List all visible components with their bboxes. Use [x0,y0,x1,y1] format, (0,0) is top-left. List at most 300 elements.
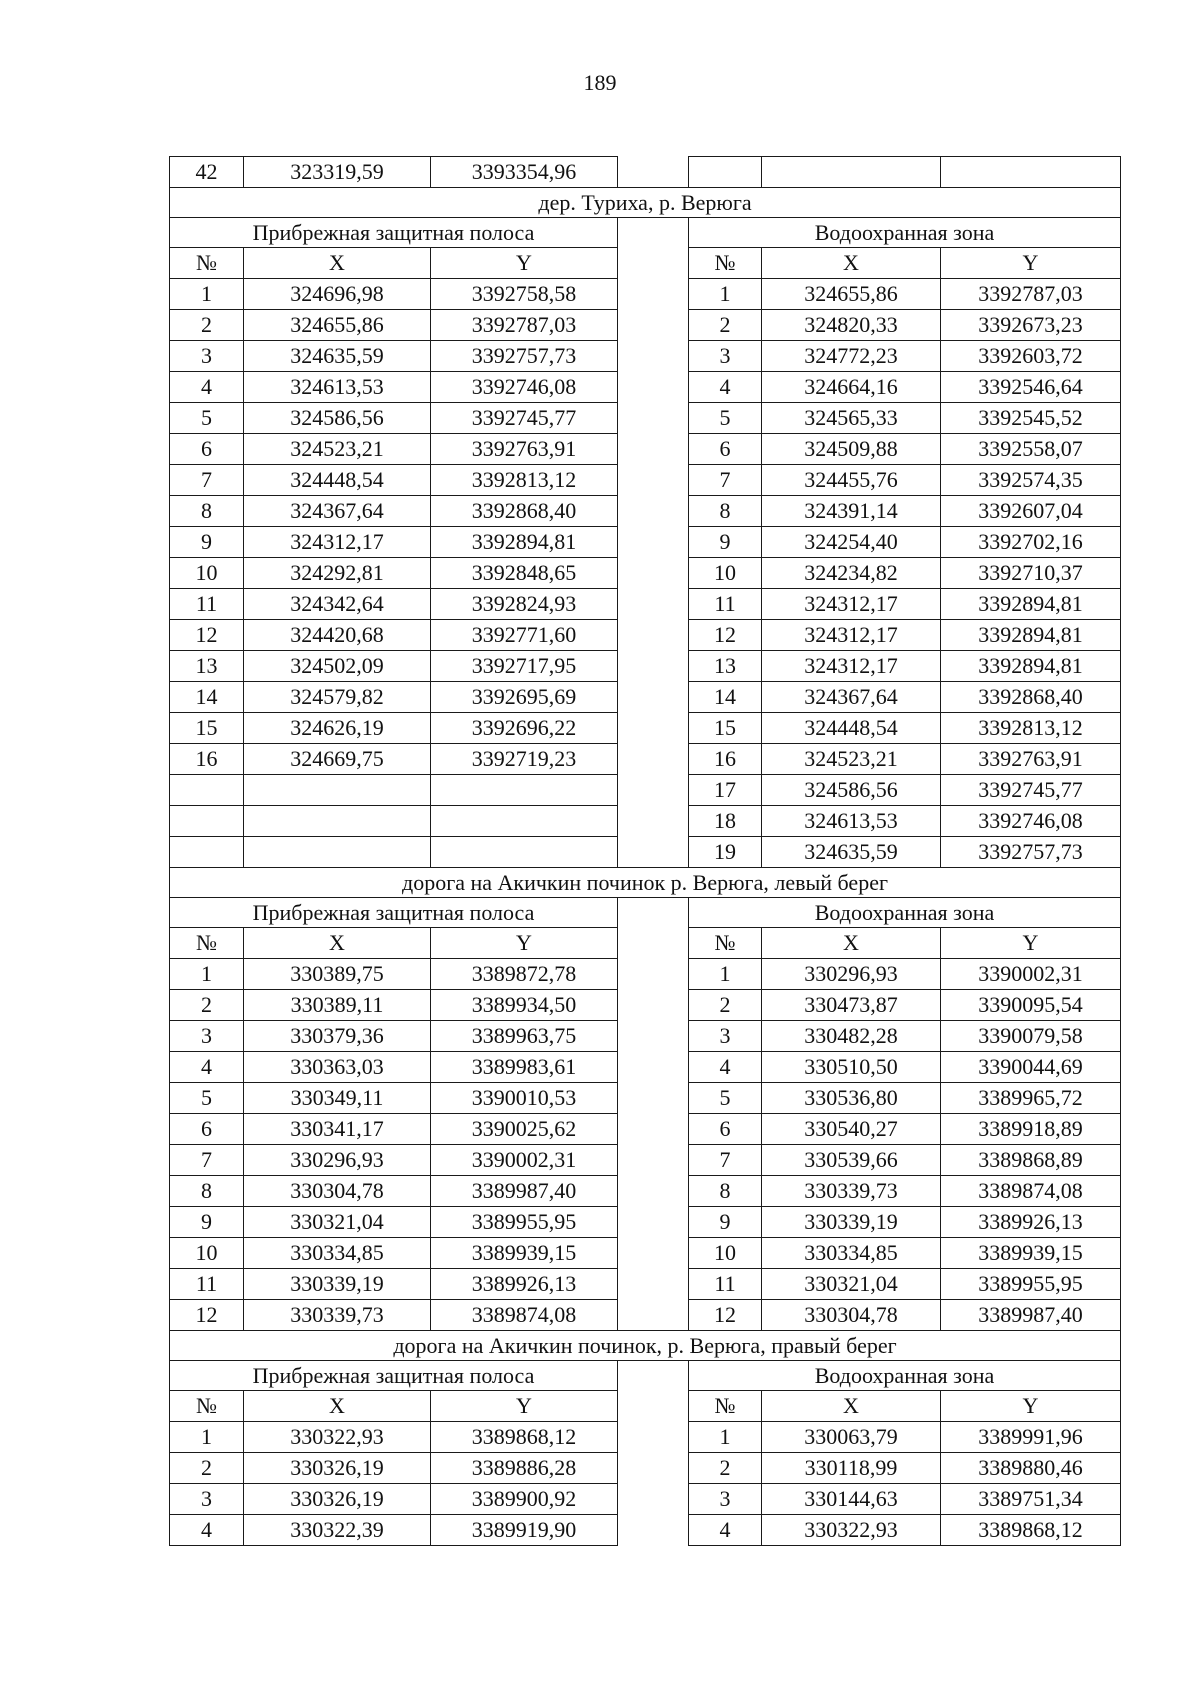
water-zone-point-number: 2 [689,1453,762,1484]
water-zone-x-coordinate: 324655,86 [762,279,941,310]
coastal-point-number: 9 [170,1207,244,1238]
column-gap [618,1422,689,1453]
table-row [170,434,1121,465]
water-zone-x-coordinate: 324391,14 [762,496,941,527]
coastal-x-coordinate: 330363,03 [244,1052,431,1083]
coastal-point-number: 3 [170,341,244,372]
water-zone-y-coordinate: 3390002,31 [941,959,1121,990]
water-zone-x-coordinate: 330144,63 [762,1484,941,1515]
water-zone-x-coordinate: 324312,17 [762,651,941,682]
water-zone-x-coordinate: 324613,53 [762,806,941,837]
coastal-y-coordinate: 3392771,60 [431,620,618,651]
section-title-row [170,188,1121,218]
column-header-row [170,928,1121,959]
water-zone-y-coordinate: 3389991,96 [941,1422,1121,1453]
water-zone-point-number: 5 [689,1083,762,1114]
water-zone-y-coordinate: 3392868,40 [941,682,1121,713]
water-zone-y-coordinate: 3392746,08 [941,806,1121,837]
water-zone-y-coordinate: 3392763,91 [941,744,1121,775]
water-zone-point-number: 8 [689,1176,762,1207]
water-zone-point-number: 6 [689,434,762,465]
coastal-point-number: 2 [170,310,244,341]
coastal-x-coordinate: 324523,21 [244,434,431,465]
coastal-point-number: 11 [170,589,244,620]
water-zone-point-number: 2 [689,990,762,1021]
water-zone-y-coordinate: 3390079,58 [941,1021,1121,1052]
coastal-point-number: 1 [170,279,244,310]
coastal-point-number: 2 [170,990,244,1021]
coastal-x-coordinate: 330339,19 [244,1269,431,1300]
water-zone-y-coordinate: 3390095,54 [941,990,1121,1021]
coastal-point-number: 10 [170,558,244,589]
table-row [170,527,1121,558]
column-gap [618,1361,689,1391]
coastal-x-coordinate: 330349,11 [244,1083,431,1114]
empty-cell [689,157,762,188]
water-zone-point-number: 9 [689,1207,762,1238]
coordinates-table-body [170,157,1121,1546]
table-row [170,651,1121,682]
table-row [170,1145,1121,1176]
coastal-point-number: 1 [170,959,244,990]
water-zone-point-number: 1 [689,959,762,990]
empty-cell [244,775,431,806]
coastal-point-number: 4 [170,1515,244,1546]
coastal-x-coordinate: 330389,75 [244,959,431,990]
coastal-y-coordinate: 3392868,40 [431,496,618,527]
column-header-number: № [689,928,762,959]
empty-cell [762,157,941,188]
section-title-row [170,1331,1121,1361]
column-gap [618,403,689,434]
column-header-number: № [170,1391,244,1422]
empty-cell [170,775,244,806]
column-header-x: X [244,248,431,279]
table-row [170,1052,1121,1083]
y-coordinate: 3393354,96 [431,157,618,188]
coastal-y-coordinate: 3389939,15 [431,1238,618,1269]
coastal-y-coordinate: 3389900,92 [431,1484,618,1515]
column-header-y: Y [941,248,1121,279]
coastal-y-coordinate: 3389919,90 [431,1515,618,1546]
water-zone-point-number: 12 [689,1300,762,1331]
water-zone-x-coordinate: 330063,79 [762,1422,941,1453]
group-header-row [170,898,1121,928]
column-header-y: Y [431,928,618,959]
coastal-point-number: 15 [170,713,244,744]
coastal-x-coordinate: 330334,85 [244,1238,431,1269]
table-row [170,775,1121,806]
coastal-x-coordinate: 330322,39 [244,1515,431,1546]
coastal-point-number: 5 [170,403,244,434]
coastal-point-number: 10 [170,1238,244,1269]
table-row [170,341,1121,372]
table-row [170,1021,1121,1052]
coastal-x-coordinate: 330322,93 [244,1422,431,1453]
water-zone-x-coordinate: 330482,28 [762,1021,941,1052]
water-zone-y-coordinate: 3389868,89 [941,1145,1121,1176]
water-zone-point-number: 13 [689,651,762,682]
table-row [170,959,1121,990]
water-zone-y-coordinate: 3389874,08 [941,1176,1121,1207]
column-gap [618,558,689,589]
table-row [170,1238,1121,1269]
coastal-x-coordinate: 324292,81 [244,558,431,589]
empty-cell [431,806,618,837]
coastal-y-coordinate: 3392813,12 [431,465,618,496]
column-gap [618,990,689,1021]
water-zone-point-number: 4 [689,372,762,403]
coastal-x-coordinate: 324696,98 [244,279,431,310]
water-zone-point-number: 8 [689,496,762,527]
column-header-number: № [170,928,244,959]
coastal-x-coordinate: 324635,59 [244,341,431,372]
water-zone-header: Водоохранная зона [689,898,1121,928]
coastal-y-coordinate: 3389963,75 [431,1021,618,1052]
coastal-point-number: 12 [170,620,244,651]
coastal-y-coordinate: 3392763,91 [431,434,618,465]
coastal-y-coordinate: 3389886,28 [431,1453,618,1484]
table-row [170,990,1121,1021]
empty-cell [170,837,244,868]
coastal-strip-header: Прибрежная защитная полоса [170,1361,618,1391]
coastal-x-coordinate: 324448,54 [244,465,431,496]
coastal-y-coordinate: 3390025,62 [431,1114,618,1145]
coastal-x-coordinate: 324655,86 [244,310,431,341]
column-header-number: № [689,1391,762,1422]
coastal-x-coordinate: 324312,17 [244,527,431,558]
table-row [170,837,1121,868]
column-gap [618,775,689,806]
water-zone-x-coordinate: 324455,76 [762,465,941,496]
coastal-point-number: 8 [170,1176,244,1207]
column-header-x: X [244,928,431,959]
coastal-x-coordinate: 324502,09 [244,651,431,682]
coastal-y-coordinate: 3392824,93 [431,589,618,620]
coastal-y-coordinate: 3392696,22 [431,713,618,744]
water-zone-x-coordinate: 324664,16 [762,372,941,403]
column-gap [618,465,689,496]
coastal-x-coordinate: 324579,82 [244,682,431,713]
water-zone-x-coordinate: 324565,33 [762,403,941,434]
water-zone-x-coordinate: 324523,21 [762,744,941,775]
water-zone-x-coordinate: 330473,87 [762,990,941,1021]
table-row [170,1484,1121,1515]
coastal-point-number: 16 [170,744,244,775]
column-gap [618,928,689,959]
water-zone-y-coordinate: 3392545,52 [941,403,1121,434]
coastal-x-coordinate: 324613,53 [244,372,431,403]
water-zone-y-coordinate: 3392558,07 [941,434,1121,465]
coastal-point-number: 5 [170,1083,244,1114]
coastal-point-number: 2 [170,1453,244,1484]
coastal-x-coordinate: 324367,64 [244,496,431,527]
coastal-y-coordinate: 3392746,08 [431,372,618,403]
table-row [170,713,1121,744]
coastal-y-coordinate: 3389955,95 [431,1207,618,1238]
table-row [170,1515,1121,1546]
column-gap [618,1238,689,1269]
coordinates-table [169,156,1121,1546]
x-coordinate: 323319,59 [244,157,431,188]
water-zone-point-number: 3 [689,1484,762,1515]
coastal-x-coordinate: 330296,93 [244,1145,431,1176]
table-row [170,1083,1121,1114]
column-header-number: № [689,248,762,279]
water-zone-point-number: 1 [689,279,762,310]
water-zone-y-coordinate: 3392603,72 [941,341,1121,372]
column-gap [618,682,689,713]
water-zone-point-number: 3 [689,1021,762,1052]
coastal-point-number: 4 [170,372,244,403]
column-gap [618,279,689,310]
table-row [170,744,1121,775]
column-gap [618,372,689,403]
empty-cell [941,157,1121,188]
coastal-y-coordinate: 3389874,08 [431,1300,618,1331]
empty-cell [244,806,431,837]
column-gap [618,1114,689,1145]
coastal-y-coordinate: 3392719,23 [431,744,618,775]
water-zone-x-coordinate: 324772,23 [762,341,941,372]
water-zone-point-number: 11 [689,1269,762,1300]
column-gap [618,1269,689,1300]
column-gap [618,1391,689,1422]
table-row [170,1300,1121,1331]
coastal-y-coordinate: 3392757,73 [431,341,618,372]
water-zone-point-number: 17 [689,775,762,806]
coastal-point-number: 14 [170,682,244,713]
water-zone-y-coordinate: 3392894,81 [941,620,1121,651]
water-zone-y-coordinate: 3389987,40 [941,1300,1121,1331]
coastal-x-coordinate: 330326,19 [244,1453,431,1484]
coastal-point-number: 3 [170,1484,244,1515]
water-zone-y-coordinate: 3389751,34 [941,1484,1121,1515]
column-gap [618,1145,689,1176]
coastal-point-number: 3 [170,1021,244,1052]
column-gap [618,527,689,558]
water-zone-x-coordinate: 324509,88 [762,434,941,465]
empty-cell [431,837,618,868]
column-header-y: Y [431,248,618,279]
column-gap [618,1021,689,1052]
coastal-y-coordinate: 3390002,31 [431,1145,618,1176]
coastal-x-coordinate: 324626,19 [244,713,431,744]
table-row [170,558,1121,589]
table-row [170,310,1121,341]
coastal-x-coordinate: 330379,36 [244,1021,431,1052]
empty-cell [244,837,431,868]
water-zone-x-coordinate: 330339,19 [762,1207,941,1238]
column-gap [618,1083,689,1114]
table-row [170,279,1121,310]
water-zone-x-coordinate: 330510,50 [762,1052,941,1083]
coastal-x-coordinate: 330339,73 [244,1300,431,1331]
water-zone-header: Водоохранная зона [689,218,1121,248]
coastal-y-coordinate: 3392848,65 [431,558,618,589]
column-gap [618,651,689,682]
coastal-y-coordinate: 3390010,53 [431,1083,618,1114]
section-title-row [170,868,1121,898]
water-zone-y-coordinate: 3392702,16 [941,527,1121,558]
water-zone-y-coordinate: 3392546,64 [941,372,1121,403]
water-zone-x-coordinate: 324367,64 [762,682,941,713]
water-zone-x-coordinate: 324635,59 [762,837,941,868]
column-gap [618,1207,689,1238]
coastal-x-coordinate: 324669,75 [244,744,431,775]
column-gap [618,589,689,620]
water-zone-point-number: 14 [689,682,762,713]
column-header-number: № [170,248,244,279]
group-header-row [170,218,1121,248]
water-zone-x-coordinate: 330536,80 [762,1083,941,1114]
page-number: 189 [583,70,617,95]
coastal-x-coordinate: 324586,56 [244,403,431,434]
coastal-y-coordinate: 3389872,78 [431,959,618,990]
water-zone-y-coordinate: 3389918,89 [941,1114,1121,1145]
table-row [170,403,1121,434]
table-row [170,372,1121,403]
section-title: дер. Туриха, р. Верюга [170,188,1121,218]
section-title: дорога на Акичкин починок, р. Верюга, правый берег [170,1331,1121,1361]
water-zone-x-coordinate: 324312,17 [762,589,941,620]
coastal-x-coordinate: 330321,04 [244,1207,431,1238]
coastal-y-coordinate: 3389987,40 [431,1176,618,1207]
water-zone-point-number: 18 [689,806,762,837]
column-gap [618,959,689,990]
column-gap [618,744,689,775]
coastal-x-coordinate: 330389,11 [244,990,431,1021]
water-zone-y-coordinate: 3392673,23 [941,310,1121,341]
water-zone-point-number: 19 [689,837,762,868]
point-number: 42 [170,157,244,188]
column-gap [618,837,689,868]
water-zone-point-number: 5 [689,403,762,434]
water-zone-y-coordinate: 3392894,81 [941,589,1121,620]
water-zone-point-number: 2 [689,310,762,341]
water-zone-point-number: 7 [689,1145,762,1176]
coastal-y-coordinate: 3392787,03 [431,310,618,341]
coastal-y-coordinate: 3389926,13 [431,1269,618,1300]
table-row [170,496,1121,527]
coastal-point-number: 13 [170,651,244,682]
column-gap [618,1515,689,1546]
column-gap [618,1453,689,1484]
empty-cell [431,775,618,806]
table-row [170,620,1121,651]
coastal-point-number: 9 [170,527,244,558]
coastal-point-number: 7 [170,465,244,496]
water-zone-point-number: 4 [689,1052,762,1083]
table-row [170,1176,1121,1207]
coastal-y-coordinate: 3392695,69 [431,682,618,713]
water-zone-y-coordinate: 3392813,12 [941,713,1121,744]
water-zone-y-coordinate: 3390044,69 [941,1052,1121,1083]
coastal-y-coordinate: 3389983,61 [431,1052,618,1083]
water-zone-x-coordinate: 330296,93 [762,959,941,990]
table-row [170,1207,1121,1238]
column-header-row [170,248,1121,279]
water-zone-x-coordinate: 324586,56 [762,775,941,806]
table-row [170,465,1121,496]
column-header-y: Y [941,928,1121,959]
water-zone-x-coordinate: 330321,04 [762,1269,941,1300]
column-gap [618,1052,689,1083]
water-zone-x-coordinate: 324234,82 [762,558,941,589]
water-zone-x-coordinate: 330322,93 [762,1515,941,1546]
carry-over-row [170,157,1121,188]
column-gap [618,898,689,928]
coastal-x-coordinate: 330326,19 [244,1484,431,1515]
water-zone-point-number: 9 [689,527,762,558]
water-zone-x-coordinate: 330540,27 [762,1114,941,1145]
column-gap [618,806,689,837]
coastal-point-number: 7 [170,1145,244,1176]
water-zone-header: Водоохранная зона [689,1361,1121,1391]
coastal-y-coordinate: 3389868,12 [431,1422,618,1453]
coastal-strip-header: Прибрежная защитная полоса [170,898,618,928]
water-zone-point-number: 11 [689,589,762,620]
column-gap [618,157,689,188]
water-zone-point-number: 12 [689,620,762,651]
coastal-x-coordinate: 324420,68 [244,620,431,651]
water-zone-point-number: 16 [689,744,762,775]
coastal-point-number: 12 [170,1300,244,1331]
column-gap [618,713,689,744]
water-zone-x-coordinate: 330334,85 [762,1238,941,1269]
table-row [170,1269,1121,1300]
table-row [170,682,1121,713]
empty-cell [170,806,244,837]
water-zone-point-number: 10 [689,558,762,589]
coastal-y-coordinate: 3392717,95 [431,651,618,682]
coastal-strip-header: Прибрежная защитная полоса [170,218,618,248]
water-zone-y-coordinate: 3389939,15 [941,1238,1121,1269]
column-header-x: X [244,1391,431,1422]
column-gap [618,496,689,527]
column-gap [618,1300,689,1331]
table-row [170,589,1121,620]
water-zone-x-coordinate: 330339,73 [762,1176,941,1207]
coastal-point-number: 6 [170,434,244,465]
column-gap [618,341,689,372]
column-gap [618,1176,689,1207]
water-zone-y-coordinate: 3389955,95 [941,1269,1121,1300]
column-gap [618,310,689,341]
water-zone-y-coordinate: 3392745,77 [941,775,1121,806]
column-gap [618,248,689,279]
coastal-x-coordinate: 330341,17 [244,1114,431,1145]
table-row [170,806,1121,837]
coastal-point-number: 4 [170,1052,244,1083]
column-header-y: Y [431,1391,618,1422]
water-zone-x-coordinate: 324820,33 [762,310,941,341]
column-header-y: Y [941,1391,1121,1422]
coastal-point-number: 11 [170,1269,244,1300]
column-header-row [170,1391,1121,1422]
table-row [170,1453,1121,1484]
section-title: дорога на Акичкин починок р. Верюга, левый берег [170,868,1121,898]
column-header-x: X [762,928,941,959]
water-zone-y-coordinate: 3392787,03 [941,279,1121,310]
column-gap [618,218,689,248]
water-zone-y-coordinate: 3389880,46 [941,1453,1121,1484]
water-zone-y-coordinate: 3392894,81 [941,651,1121,682]
water-zone-y-coordinate: 3392607,04 [941,496,1121,527]
column-gap [618,620,689,651]
water-zone-point-number: 3 [689,341,762,372]
water-zone-x-coordinate: 324448,54 [762,713,941,744]
